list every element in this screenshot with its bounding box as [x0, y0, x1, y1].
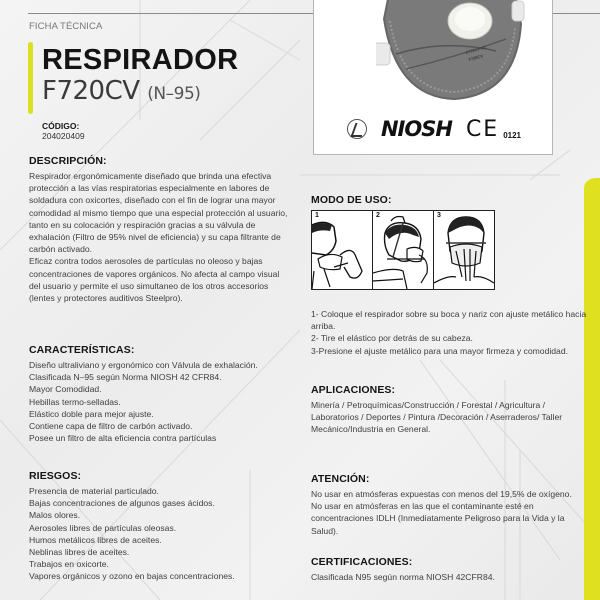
certification-logos [314, 114, 554, 144]
section-heading: APLICACIONES: [311, 384, 396, 396]
ce-number: 0121 [503, 130, 521, 140]
top-rule-right [552, 13, 600, 14]
niosh-logo: NIOSH [380, 117, 452, 141]
person-placing-mask-icon [312, 211, 373, 289]
top-rule [28, 13, 318, 14]
step-number: 1 [315, 212, 319, 219]
step-number: 2 [376, 212, 380, 219]
list-item: Neblinas libres de aceites. [29, 547, 130, 558]
section-heading: ATENCIÓN: [311, 473, 370, 485]
list-item: Elástico doble para mejor ajuste. [29, 408, 154, 419]
svg-text:STEELPRO: STEELPRO [464, 44, 487, 55]
code-value: 204020409 [42, 131, 85, 141]
list-item: Clasificada N–95 según Norma NIOSH 42 CFR84. [29, 372, 222, 383]
warning-text: No usar en atmósferas expuestas con menos del 19,5% de oxígeno. No usar en atmósferas en las que el contaminante esté en concentraciones IDLH (Inmediatamente Peligroso para la Vida y la Salud). [311, 489, 572, 536]
usage-step-1-illustration [312, 211, 373, 289]
section-caracteristicas [29, 344, 299, 444]
section-heading: CERTIFICACIONES: [311, 556, 413, 568]
product-model [42, 78, 200, 104]
list-item: Aerosoles libres de partículas oleosas. [29, 522, 177, 533]
list-item: Humos metálicos libres de aceites. [29, 534, 162, 545]
section-heading: MODO DE USO: [311, 194, 392, 206]
list-item: Presencia de material particulado. [29, 486, 159, 496]
description-paragraph: Respirador ergonómicamente diseñado que brinda una efectiva protección a las vías respiratorias especialmente en labores de soldadura con oxicortes, diseñado con el fin de lograr una mayor comodidad al mismo tiempo que una especial protección al usuario, tanto en su colocación y respiración gracias a su válvula de exhalación (Filtro de 95% nivel de eficiencia) y su capa filtrante de carbón activado. [29, 171, 288, 255]
applications-text: Minería / Petroquímicas/Construcción / Forestal / Agricultura / Laboratorios / Deportes / Pintura /Decoración / Aserraderos/ Taller Mecánico/Industria en General. [311, 400, 563, 435]
section-heading: RIESGOS: [29, 470, 82, 482]
list-item: Vapores orgánicos y ozono en bajas concentraciones. [29, 571, 235, 582]
usage-step-3-illustration [434, 211, 494, 289]
list-item: Posee un filtro de alta eficiencia contra partículas [29, 433, 217, 444]
step-number: 3 [437, 212, 441, 219]
list-item: Diseño ultraliviano y ergonómico con Válvula de exhalación. [29, 360, 258, 370]
section-atencion [311, 473, 579, 537]
list-item: Mayor Comodidad. [29, 384, 102, 395]
list-item: Malos olores. [29, 510, 81, 521]
section-heading: CARACTERÍSTICAS: [29, 344, 135, 356]
section-riesgos [29, 470, 299, 583]
section-heading: DESCRIPCIÓN: [29, 155, 107, 167]
product-image-box [313, 0, 553, 155]
person-pulling-strap-icon [373, 211, 434, 289]
ce-mark: CE [465, 116, 500, 142]
svg-text:F720CV: F720CV [467, 53, 484, 62]
usage-illustrations [311, 210, 495, 290]
list-item: Contiene capa de filtro de carbón activado. [29, 421, 193, 432]
risks-list [29, 485, 299, 583]
list-item: Bajas concentraciones de algunos gases ácidos. [29, 498, 215, 509]
section-aplicaciones [311, 384, 579, 436]
description-paragraph: Eficaz contra todos aerosoles de partículas no oleoso y bajas concentraciones de vapores orgánicos. No afecta al campo visual del usuario y permite el uso simultaneo de los otros accesorios (lentes y protectores auditivos Steelpro). [29, 256, 280, 304]
features-list [29, 359, 299, 444]
usage-step-2-illustration [373, 211, 434, 289]
instruction-step: 1- Coloque el respirador sobre su boca y nariz con ajuste metálico hacia arriba. [311, 309, 587, 332]
code-label: CÓDIGO: [42, 121, 80, 131]
section-descripcion [29, 155, 291, 304]
hhs-eagle-logo-icon [347, 119, 367, 139]
model-name: F720CV [42, 76, 140, 106]
title-accent-bar [28, 42, 33, 114]
list-item: Hebillas termo-selladas. [29, 396, 121, 407]
section-certificaciones [311, 556, 579, 583]
document-type-label: FICHA TÉCNICA [29, 21, 103, 32]
product-title: RESPIRADOR [42, 44, 239, 76]
instruction-step: 2- Tire el elástico por detrás de su cabeza. [311, 333, 473, 344]
certifications-text: Clasificada N95 según norma NIOSH 42CFR84. [311, 572, 495, 582]
instruction-step: 3-Presione el ajuste metálico para una mayor firmeza y comodidad. [311, 345, 568, 356]
section-modo-de-uso [311, 194, 596, 357]
person-pressing-nosepiece-icon [434, 211, 494, 289]
list-item: Trabajos en oxicorte. [29, 559, 109, 570]
respirator-mask-image [376, 0, 526, 101]
model-rating: (N–95) [147, 84, 201, 104]
